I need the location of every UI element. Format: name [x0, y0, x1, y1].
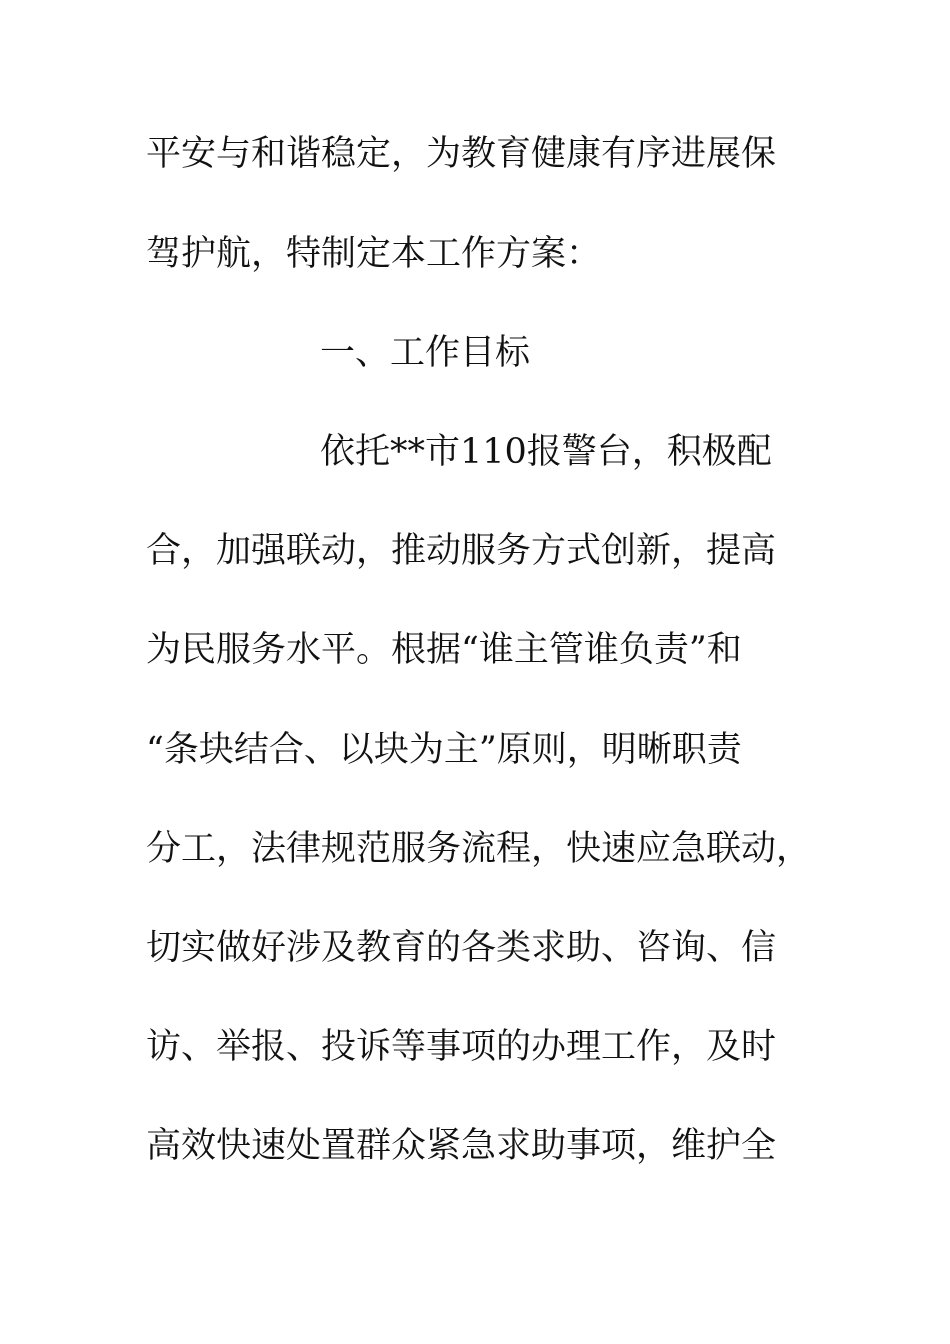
- paragraph-line: 驾护航，特制定本工作方案：: [146, 234, 602, 274]
- paragraph-line: 切实做好涉及教育的各类求助、咨询、信: [146, 928, 777, 968]
- section-heading: 一、工作目标: [320, 333, 531, 373]
- paragraph-line: 访、举报、投诉等事项的办理工作，及时: [146, 1027, 777, 1067]
- paragraph-line: 合，加强联动，推动服务方式创新，提高: [146, 531, 777, 571]
- paragraph-line: 平安与和谐稳定，为教育健康有序进展保: [146, 134, 777, 174]
- paragraph-line: 分工，法律规范服务流程，快速应急联动，: [146, 829, 812, 869]
- paragraph-line: “条块结合、以块为主”原则，明晰职责: [146, 730, 742, 770]
- paragraph-line: 高效快速处置群众紧急求助事项，维护全: [146, 1126, 777, 1166]
- paragraph-line: 为民服务水平。根据“谁主管谁负责”和: [146, 630, 742, 670]
- paragraph-line: 依托**市110报警台，积极配: [320, 432, 772, 472]
